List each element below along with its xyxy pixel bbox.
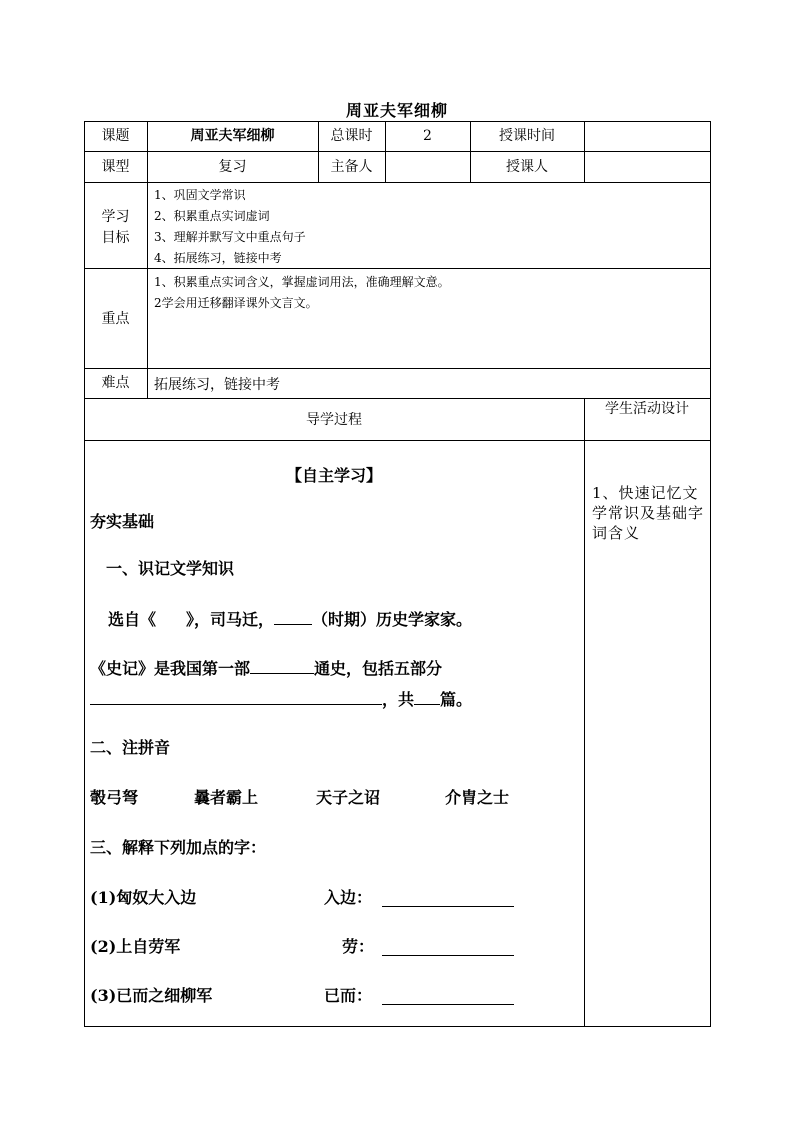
part2-title: 二、注拼音 [90, 738, 171, 757]
type-value: 复习 [218, 159, 247, 175]
subtitle: 夯实基础 [90, 512, 155, 531]
goals-list [154, 185, 574, 269]
key-points-label: 重点 [101, 311, 130, 327]
difficulty-label: 难点 [101, 375, 130, 391]
total-hours-value: 2 [423, 128, 432, 144]
goals-label: 学习 目标 [101, 209, 130, 246]
type-label: 课型 [101, 159, 130, 175]
answer-line[interactable] [382, 906, 514, 907]
goal-item: 4、拓展练习，链接中考 [154, 251, 282, 265]
explain-word: 已而： [324, 986, 373, 1005]
side-header: 学生活动设计 [605, 401, 689, 417]
literature-line-3: ，共 篇。 [90, 690, 580, 708]
literature-line-1: 选自《 》，司马迁， （时期）历史学家家。 [108, 610, 473, 629]
explain-word: 入边： [324, 888, 373, 907]
goal-item: 1、巩固文学常识 [154, 188, 246, 202]
side-note: 1、快速记忆文学常识及基础字词含义 [592, 484, 705, 542]
explain-sentence: (2)上自劳军 [90, 937, 181, 956]
teacher-label: 授课人 [506, 159, 548, 175]
pinyin-word: 介胄之士 [445, 788, 510, 807]
key-point-item: 2学会用迁移翻译课外文言文。 [154, 296, 318, 310]
total-hours-label: 总课时 [330, 128, 373, 144]
document-title: 周亚夫军细柳 [345, 101, 448, 120]
answer-line[interactable] [382, 955, 514, 956]
section-title: 【自主学习】 [285, 466, 382, 485]
key-point-item: 1、积累重点实词含义，掌握虚词用法，准确理解文意。 [154, 275, 450, 289]
blank-history-type[interactable] [250, 659, 314, 674]
part1-title: 一、识记文学知识 [106, 559, 235, 578]
pinyin-word: 天子之诏 [316, 788, 381, 807]
blank-five-parts[interactable] [90, 690, 382, 705]
host-label: 主备人 [330, 159, 373, 175]
teach-time-label: 授课时间 [499, 128, 555, 144]
part3-title: 三、解释下列加点的字： [90, 838, 267, 857]
blank-chapters[interactable] [414, 690, 440, 705]
pinyin-word: 曩者霸上 [194, 788, 259, 807]
difficulty-value: 拓展练习，链接中考 [154, 377, 280, 393]
goal-item: 3、理解并默写文中重点句子 [154, 230, 306, 244]
process-header: 导学过程 [306, 412, 362, 428]
blank-period[interactable] [274, 610, 312, 625]
pinyin-word: 彀弓弩 [90, 788, 139, 807]
literature-line-2: 《史记》是我国第一部 通史，包括五部分 [90, 659, 443, 678]
answer-line[interactable] [382, 1004, 514, 1005]
course-label: 课题 [101, 128, 130, 144]
course-value: 周亚夫军细柳 [190, 128, 275, 144]
explain-sentence: (3)已而之细柳军 [90, 986, 213, 1005]
goal-item: 2、积累重点实词虚词 [154, 209, 270, 223]
explain-sentence: (1)匈奴大入边 [90, 888, 197, 907]
lesson-plan-table [84, 121, 711, 1026]
key-points-list [154, 272, 694, 314]
explain-word: 劳： [342, 937, 375, 956]
